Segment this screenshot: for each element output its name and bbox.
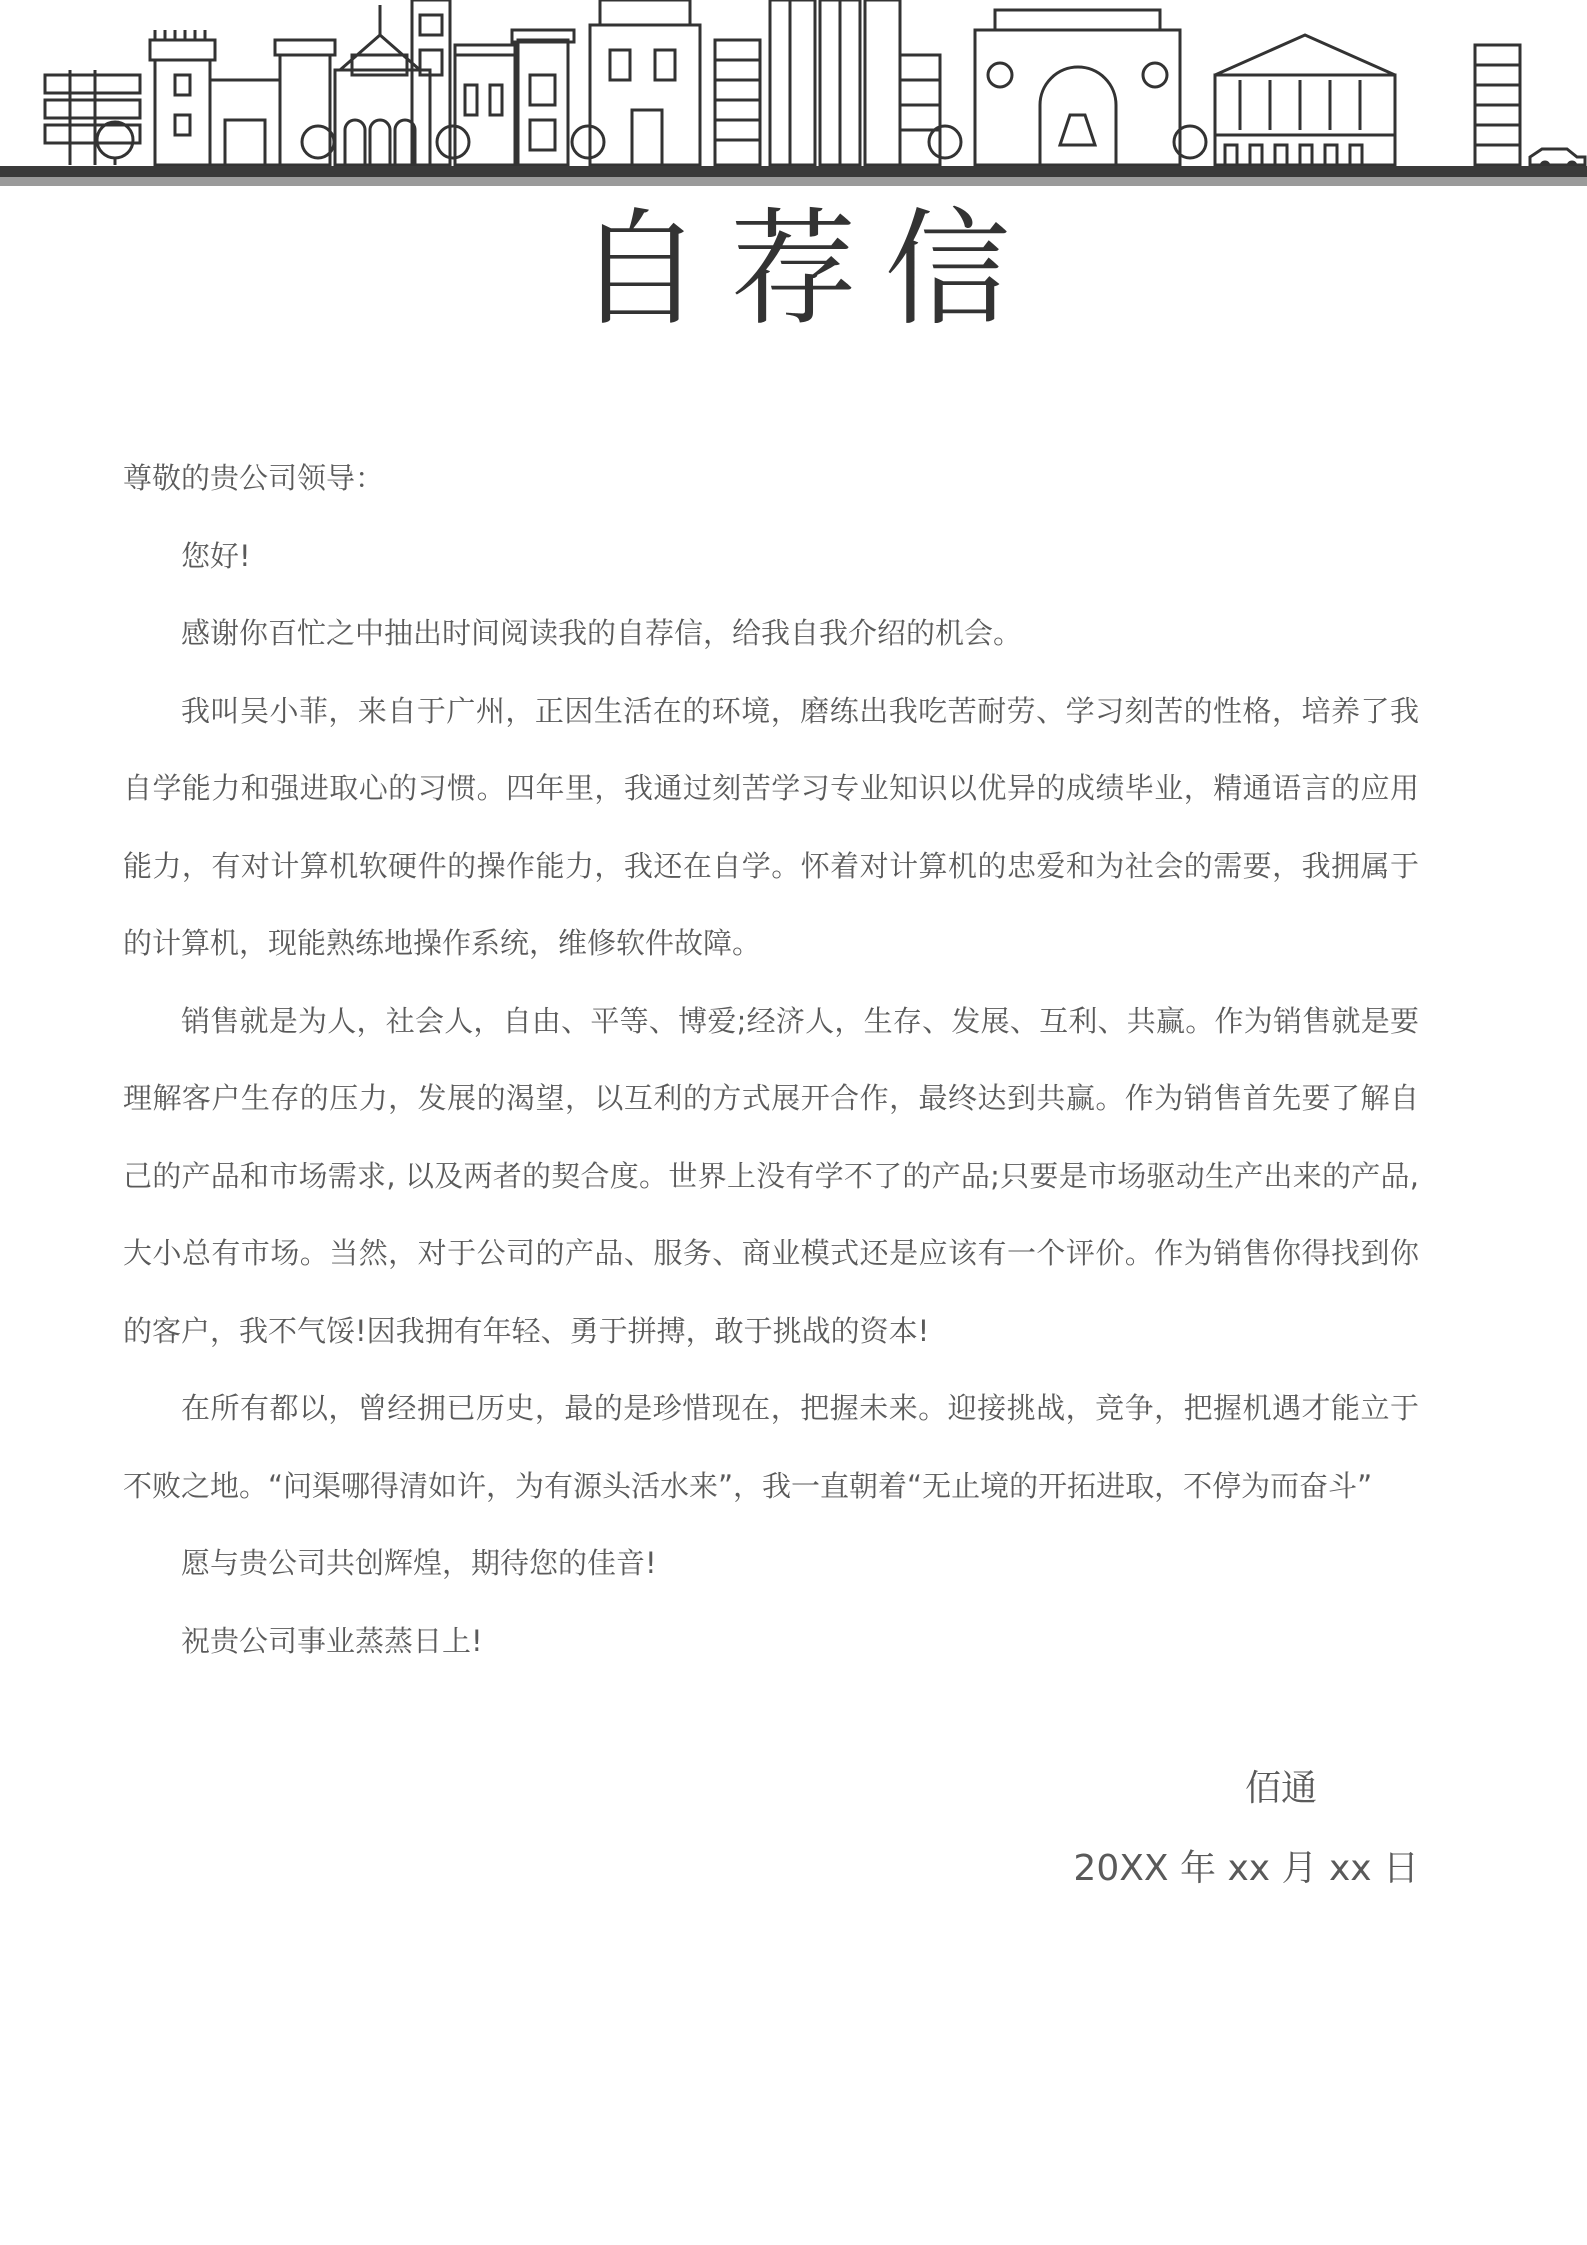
- page-title: 自荐信: [576, 196, 1039, 343]
- greeting: 您好!: [181, 538, 251, 573]
- paragraph-wish: 愿与贵公司共创辉煌，期待您的佳音!: [181, 1546, 657, 1580]
- paragraph-thanks: 感谢你百忙之中抽出时间阅读我的自荐信，给我自我介绍的机会。: [181, 616, 1023, 650]
- signature: 佰通: [1244, 1768, 1317, 1809]
- paragraph-introduction: 我叫吴小菲，来自于广州，正因生活在的环境，磨练出我吃苦耐劳、学习刻苦的性格，培养了我自学能力和强进取心的习惯。四年里，我通过刻苦学习专业知识以优异的成绩毕业，精通语言的应用能力，有对计算机软硬件的操作能力，我还在自学。怀着对计算机的忠爱和为社会的需要，我拥属于的计算机，现能熟练地操作系统，维修软件故障。: [123, 693, 1419, 960]
- city-skyline-illustration: [0, 0, 1587, 190]
- paragraph-closing: 祝贵公司事业蒸蒸日上!: [181, 1623, 483, 1658]
- paragraph-future: 在所有都以，曾经拥已历史，最的是珍惜现在，把握未来。迎接挑战，竞争，把握机遇才能立于不败之地。“问渠哪得清如许，为有源头活水来”，我一直朝着“无止境的开拓进取，不停为而奋斗”: [123, 1391, 1419, 1503]
- letter-body: [123, 440, 1419, 1680]
- salutation: 尊敬的贵公司领导：: [123, 461, 385, 495]
- paragraph-sales: 销售就是为人，社会人，自由、平等、博爱;经济人，生存、发展、互利、共赢。作为销售就是要理解客户生存的压力，发展的渴望，以互利的方式展开合作，最终达到共赢。作为销售首先要了解自己的产品和市场需求, 以及两者的契合度。世界上没有学不了的产品;只要是市场驱动生产出来的产品, 大小总有市场。当然，对于公司的产品、服务、商业模式还是应该有一个评价。作为销售你得找到你的客户，我不气馁!因我拥有年轻、勇于拼搏，敢于挑战的资本!: [123, 1003, 1419, 1348]
- letter-date: 20XX 年 xx 月 xx 日: [1073, 1848, 1419, 1889]
